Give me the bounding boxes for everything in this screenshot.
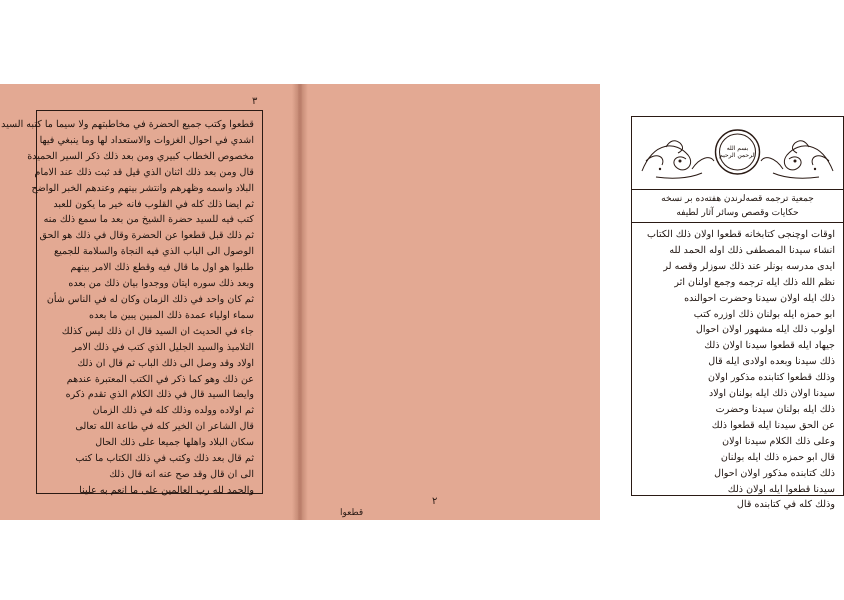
left-page-text-line: وبعد ذلك سوره ايتان ووجدوا بيان ذلك من بعده (68, 278, 254, 290)
title-line-1: جمعية ترجمه قصه‌لرندن هفته‌ده بر نسخه (661, 194, 814, 204)
left-page-text-line: قال الشاعر ان الخير كله في طاعة الله تعالى (75, 421, 254, 433)
title-band (632, 189, 843, 223)
right-page-text-line: وذلك كله في كتابنده قال (736, 499, 835, 511)
left-page-text-line: سكان البلاد واهلها جميعا على ذلك الحال (95, 437, 254, 449)
left-page-text-line: جاء في الحديث ان السيد قال ان ذلك ليس كذلك (61, 325, 254, 337)
right-page-text-line: ذلك ايله بولنان سيدنا وحضرت (715, 403, 835, 415)
left-page-text-line: ثم قال بعد ذلك وكتب في ذلك الكتاب ما كتب (75, 453, 254, 465)
right-page-text-line: ذلك ايله اولان سيدنا وحضرت احوالنده (684, 292, 835, 304)
open-book (0, 84, 835, 520)
right-page-text-line: وذلك قطعوا كتابنده مذكور اولان (708, 372, 835, 384)
right-page-text-line: انشاء سيدنا المصطفى ذلك اوله الحمد لله (669, 244, 835, 256)
left-page-text-line: التلاميذ والسيد الجليل الذي كتب في ذلك الامر (72, 341, 254, 353)
left-page-text-line: وايضا السيد قال في ذلك الكلام الذي تقدم ذكره (65, 389, 254, 401)
page-number-right: ٢ (432, 496, 438, 507)
book-gutter (292, 84, 308, 520)
left-page-text-line: ثم ذلك قبل قطعوا عن الحضرة وقال في ذلك هو الحق (39, 230, 254, 242)
right-page-text-line: عن الحق سيدنا ايله قطعوا ذلك (711, 419, 835, 431)
right-page-text-line: سيدنا اولان ذلك ايله بولنان اولاد (708, 388, 835, 400)
left-page (0, 84, 298, 520)
right-body (632, 221, 843, 511)
left-page-text-line: كتب فيه للسيد حضرة الشيخ من بعد ما سمع ذلك منه (43, 214, 254, 226)
left-page-text-line: البلاد واسمه وظهرهم وانتشر بينهم وعندهم الخبر الواضح (31, 182, 254, 194)
left-page-text-line: مخصوص الخطاب كبيري ومن بعد ذلك ذكر السير الحميدة (27, 150, 254, 162)
right-page-text-line: ابو حمزه ايله بولنان ذلك اوزره كتب (693, 308, 835, 320)
right-page-text-line: اوقات اوچنجی کتابخانه قطعوا اولان ذلك الكتاب (647, 229, 835, 240)
left-page-text-line: ثم اولاده وولده وذلك كله في ذلك الزمان (92, 405, 254, 417)
page-number-left: ٣ (252, 96, 258, 107)
body-text-right (640, 227, 835, 511)
left-page-text-line: والحمد لله رب العالمين على ما انعم به علينا (79, 484, 254, 496)
left-page-text-line: الى ان قال وقد صح عنه انه قال ذلك (109, 468, 254, 480)
left-page-text-line: سماء اولياء عمدة ذلك المبين يبين ما بعده (89, 309, 254, 321)
title-line-2: حكايات وقصص وسائر آثار لطيفه (676, 208, 799, 218)
left-page-text-line: اشدي في احوال الغزوات والاستعداد لها وما ينبغي فيها (39, 134, 254, 146)
left-page-text-line: طلبوا هو اول ما قال فيه وقطع ذلك الامر بينهم (70, 262, 254, 274)
header-medallion-text: بسم الله الرحمن الرحيم (719, 145, 756, 159)
left-page-text-line: قطعوا وكتب جميع الحضرة في مخاطبتهم ولا سيما ما كتبه السيد (1, 119, 254, 130)
left-page-text-line: قال ومن بعد ذلك اثنان الذي قيل قد ثبت ذلك عند الامام (34, 166, 254, 178)
left-page-text-line: اولاد وقد وصل الى ذلك الباب ثم قال ان ذلك (77, 357, 254, 369)
right-page-text-line: ايدى مدرسه بونلر عند ذلك سوزلر وقصه لر (663, 260, 835, 272)
left-page-text-line: عن ذلك وهو كما ذكر في الكتب المعتبرة عندهم (66, 373, 254, 385)
right-page-text-line: نظم الله ذلك ايله ترجمه وجمع اولنان اثر (674, 276, 835, 288)
left-page-text-line: الوصول الى الباب الذي فيه النجاة والسلامة للجميع (54, 246, 254, 258)
right-page-text-line: اولوب ذلك ايله مشهور اولان احوال (695, 324, 835, 336)
right-page-text-line: ذلك كتابنده مذكور اولان احوال (714, 467, 835, 479)
left-page-text-line: ثم ايضا ذلك كله في القلوب فانه خير ما يكون للعبد (53, 198, 254, 210)
catchword-left-page-footer: قطعوا (340, 508, 364, 518)
body-text-left (1, 117, 254, 496)
text-frame-left (1, 110, 263, 496)
right-page-text-line: ذلك سيدنا وبعده اولادى ايله قال (708, 356, 835, 368)
right-page-text-line: وعلى ذلك الكلام سيدنا اولان (722, 435, 835, 447)
right-page-text-line: جيهاد ايله قطعوا سيدنا اولان ذلك (704, 340, 835, 352)
text-frame-right (631, 116, 844, 511)
right-page (302, 84, 835, 520)
left-page-text-line: ثم كان واحد في ذلك الزمان وكان له في الناس شأن (46, 293, 254, 305)
right-page-text-line: سيدنا قطعوا ايله اولان ذلك (727, 483, 835, 495)
right-page-text-line: قال ابو حمزه ذلك ايله بولنان (720, 451, 835, 463)
